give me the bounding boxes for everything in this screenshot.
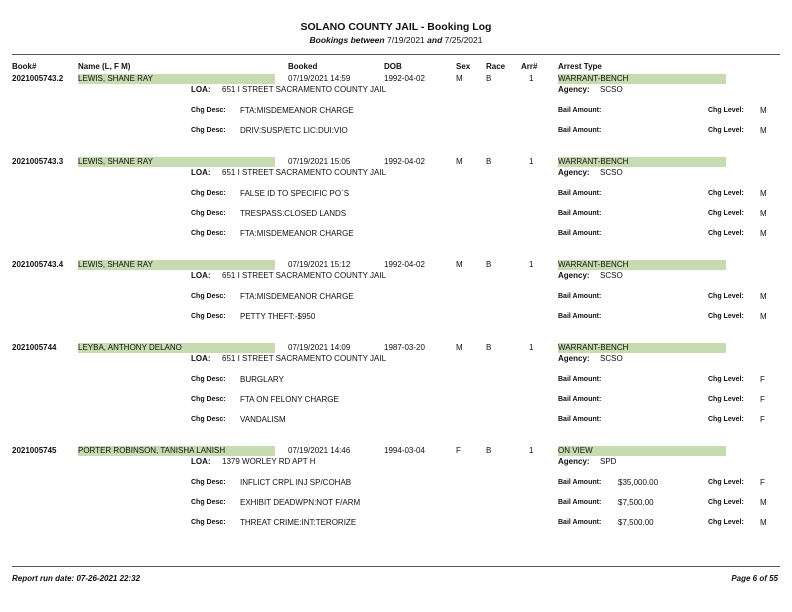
chg-level-label: Chg Level: [708,313,744,320]
chg-desc-label: Chg Desc: [191,499,226,506]
col-race: Race [486,62,506,71]
subtitle-prefix: Bookings between [309,35,385,45]
sex-value: M [456,157,463,166]
charge-level: M [760,518,767,527]
loa-value: 1379 WORLEY RD APT H [222,457,316,466]
race-value: B [486,157,492,166]
col-book: Book# [12,62,37,71]
agency-value: SCSO [600,271,623,280]
chg-level-label: Chg Level: [708,396,744,403]
chg-level-label: Chg Level: [708,519,744,526]
inmate-name: LEWIS, SHANE RAY [78,260,275,270]
bail-amount-label: Bail Amount: [558,190,602,197]
charge-description: PETTY THEFT:-$950 [240,312,316,321]
bail-amount-label: Bail Amount: [558,519,602,526]
arrest-type: WARRANT-BENCH [558,260,726,270]
charge-description: BURGLARY [240,375,284,384]
inmate-name: LEYBA, ANTHONY DELANO [78,343,275,353]
booked-datetime: 07/19/2021 15:12 [288,260,351,269]
loa-label: LOA: [191,354,211,363]
arrest-type: WARRANT-BENCH [558,157,726,167]
date-of-birth: 1994-03-04 [384,446,425,455]
arrest-count: 1 [529,446,534,455]
charge-description: VANDALISM [240,415,286,424]
chg-level-label: Chg Level: [708,376,744,383]
charge-description: FTA:MISDEMEANOR CHARGE [240,106,354,115]
bail-amount: $7,500.00 [618,498,654,507]
arrest-type: WARRANT-BENCH [558,74,726,84]
booking-number: 2021005743.4 [12,260,64,269]
chg-desc-label: Chg Desc: [191,107,226,114]
race-value: B [486,74,492,83]
charge-level: F [760,478,765,487]
charge-description: FTA:MISDEMEANOR CHARGE [240,292,354,301]
col-name: Name (L, F M) [78,62,131,71]
chg-level-label: Chg Level: [708,479,744,486]
arrest-type: ON VIEW [558,446,726,456]
charge-level: M [760,106,767,115]
agency-value: SCSO [600,85,623,94]
charge-description: TRESPASS:CLOSED LANDS [240,209,347,218]
race-value: B [486,446,492,455]
date-of-birth: 1992-04-02 [384,74,425,83]
sex-value: M [456,74,463,83]
booked-datetime: 07/19/2021 14:09 [288,343,351,352]
inmate-name: LEWIS, SHANE RAY [78,157,275,167]
bail-amount-label: Bail Amount: [558,479,602,486]
bail-amount-label: Bail Amount: [558,499,602,506]
chg-desc-label: Chg Desc: [191,313,226,320]
chg-level-label: Chg Level: [708,127,744,134]
charge-level: F [760,375,765,384]
bail-amount-label: Bail Amount: [558,416,602,423]
arrest-count: 1 [529,260,534,269]
booking-number: 2021005743.3 [12,157,64,166]
date-of-birth: 1992-04-02 [384,157,425,166]
report-subtitle [0,35,792,45]
arrest-count: 1 [529,74,534,83]
agency-label: Agency: [558,271,590,280]
loa-label: LOA: [191,168,211,177]
agency-label: Agency: [558,168,590,177]
loa-label: LOA: [191,85,211,94]
charge-description: INFLICT CRPL INJ SP/COHAB [240,478,352,487]
race-value: B [486,343,492,352]
loa-label: LOA: [191,457,211,466]
chg-level-label: Chg Level: [708,416,744,423]
inmate-name: LEWIS, SHANE RAY [78,74,275,84]
bail-amount-label: Bail Amount: [558,396,602,403]
charge-description: FTA:MISDEMEANOR CHARGE [240,229,354,238]
loa-value: 651 I STREET SACRAMENTO COUNTY JAIL [222,168,387,177]
date-of-birth: 1992-04-02 [384,260,425,269]
subtitle-and: and [427,35,443,45]
chg-desc-label: Chg Desc: [191,293,226,300]
charge-description: EXHIBIT DEADWPN:NOT F/ARM [240,498,361,507]
charge-level: M [760,498,767,507]
charge-description: THREAT CRIME:INT:TERORIZE [240,518,357,527]
booked-datetime: 07/19/2021 14:46 [288,446,351,455]
charge-description: DRIV:SUSP/ETC LIC:DUI:VIO [240,126,348,135]
booking-number: 2021005745 [12,446,57,455]
sex-value: F [456,446,461,455]
booking-number: 2021005743.2 [12,74,64,83]
chg-desc-label: Chg Desc: [191,396,226,403]
chg-desc-label: Chg Desc: [191,519,226,526]
race-value: B [486,260,492,269]
chg-level-label: Chg Level: [708,499,744,506]
chg-level-label: Chg Level: [708,107,744,114]
chg-desc-label: Chg Desc: [191,376,226,383]
col-booked: Booked [288,62,318,71]
charge-level: F [760,395,765,404]
bail-amount: $7,500.00 [618,518,654,527]
bail-amount-label: Bail Amount: [558,293,602,300]
booking-number: 2021005744 [12,343,57,352]
agency-value: SCSO [600,354,623,363]
col-dob: DOB [384,62,402,71]
bail-amount-label: Bail Amount: [558,107,602,114]
chg-level-label: Chg Level: [708,210,744,217]
loa-value: 651 I STREET SACRAMENTO COUNTY JAIL [222,85,387,94]
chg-desc-label: Chg Desc: [191,210,226,217]
booked-datetime: 07/19/2021 14:59 [288,74,351,83]
bail-amount-label: Bail Amount: [558,376,602,383]
agency-label: Agency: [558,354,590,363]
agency-value: SCSO [600,168,623,177]
charge-level: M [760,312,767,321]
charge-level: M [760,126,767,135]
page-number: Page 6 of 55 [731,574,778,583]
charge-description: FALSE ID TO SPECIFIC PO`S [240,189,350,198]
chg-level-label: Chg Level: [708,293,744,300]
chg-desc-label: Chg Desc: [191,190,226,197]
chg-desc-label: Chg Desc: [191,416,226,423]
charge-level: F [760,415,765,424]
arrest-count: 1 [529,157,534,166]
charge-level: M [760,229,767,238]
bail-amount: $35,000.00 [618,478,659,487]
col-arr: Arr# [521,62,538,71]
inmate-name: PORTER ROBINSON, TANISHA LANISH [78,446,275,456]
arrest-type: WARRANT-BENCH [558,343,726,353]
agency-label: Agency: [558,85,590,94]
bail-amount-label: Bail Amount: [558,127,602,134]
bail-amount-label: Bail Amount: [558,210,602,217]
header-rule [12,54,780,55]
chg-level-label: Chg Level: [708,190,744,197]
sex-value: M [456,343,463,352]
col-sex: Sex [456,62,471,71]
chg-desc-label: Chg Desc: [191,479,226,486]
arrest-count: 1 [529,343,534,352]
footer-rule [12,566,780,567]
agency-label: Agency: [558,457,590,466]
report-title: SOLANO COUNTY JAIL - Booking Log [300,21,492,33]
date-from: 7/19/2021 [386,35,425,45]
loa-value: 651 I STREET SACRAMENTO COUNTY JAIL [222,354,387,363]
chg-desc-label: Chg Desc: [191,127,226,134]
date-to: 7/25/2021 [444,35,483,45]
agency-value: SPD [600,457,617,466]
loa-label: LOA: [191,271,211,280]
charge-level: M [760,209,767,218]
chg-level-label: Chg Level: [708,230,744,237]
bail-amount-label: Bail Amount: [558,313,602,320]
sex-value: M [456,260,463,269]
date-of-birth: 1987-03-20 [384,343,425,352]
col-arrest-type: Arrest Type [558,62,602,71]
chg-desc-label: Chg Desc: [191,230,226,237]
bail-amount-label: Bail Amount: [558,230,602,237]
charge-level: M [760,189,767,198]
booked-datetime: 07/19/2021 15:05 [288,157,351,166]
loa-value: 651 I STREET SACRAMENTO COUNTY JAIL [222,271,387,280]
report-run-date: Report run date: 07-26-2021 22:32 [12,574,141,583]
charge-description: FTA ON FELONY CHARGE [240,395,339,404]
charge-level: M [760,292,767,301]
